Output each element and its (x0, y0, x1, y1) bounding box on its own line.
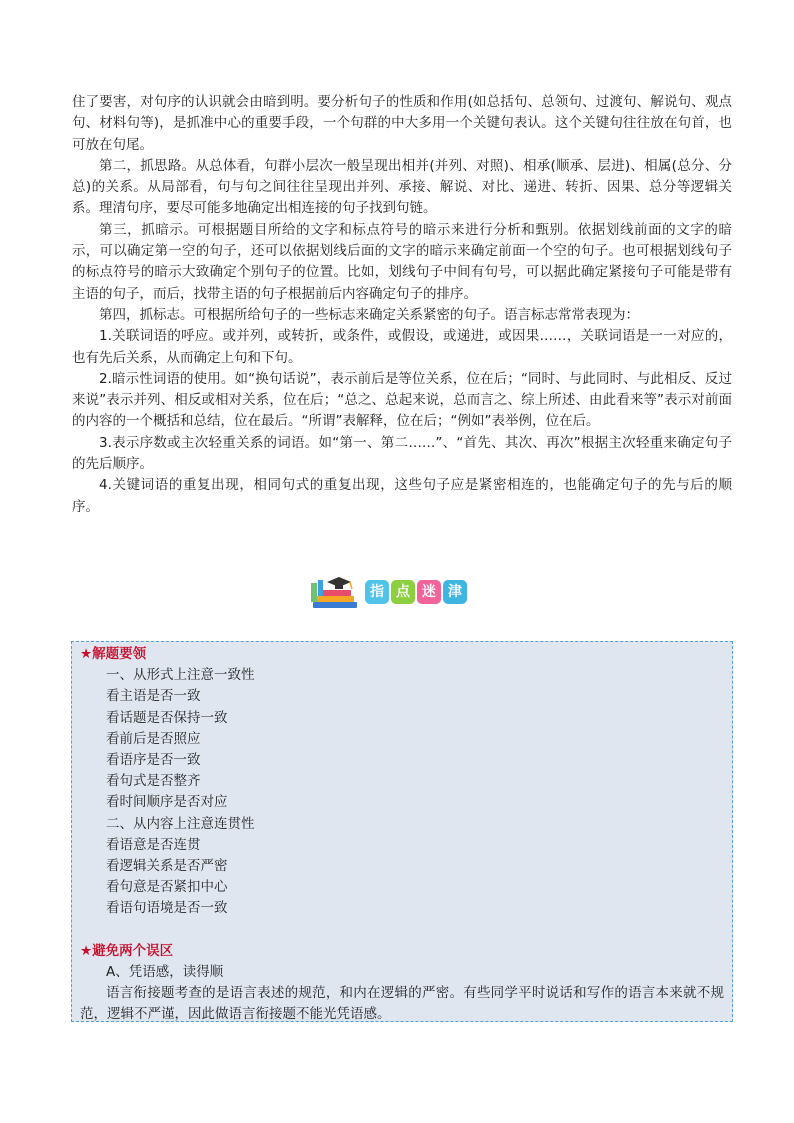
banner-title (365, 580, 469, 604)
list-item: 看句意是否紧扣中心 (106, 879, 228, 896)
list-item: 看话题是否保持一致 (106, 709, 228, 726)
list-item: 看时间顺序是否对应 (106, 794, 228, 811)
paragraph-markers: 第四，抓标志。可根据所给句子的一些标志来确定关系紧密的句子。语言标志常常表现为： (99, 306, 639, 323)
misconception-a-title: A、凭语感，读得顺 (106, 963, 224, 980)
paragraph-conjunctions: 1.关联词语的呼应。或并列，或转折，或条件，或假设，或递进，或因果……，关联词语是一一对应的，也有先后关系，从而确定上句和下句。 (72, 328, 732, 366)
misconceptions-heading: ★避免两个误区 (80, 942, 174, 959)
tips-box (71, 641, 733, 1022)
paragraph-thinking: 第二，抓思路。从总体看，句群小层次一般呈现出相并(并列、对照)、相承(顺承、层进)、相属(总分、分总)的关系。从局部看，句与句之间往往呈现出并列、承接、解说、对比、递进、转折、因果、总分等逻辑关系。理清句序，要尽可能多地确定出相连接的句子找到句链。 (72, 157, 732, 217)
banner-char-2: 点 (391, 580, 415, 604)
banner-char-3: 迷 (417, 580, 441, 604)
list-item: 看逻辑关系是否严密 (106, 858, 228, 875)
list-item: 看前后是否照应 (106, 730, 201, 747)
section-banner (307, 572, 487, 612)
books-icon (307, 574, 363, 610)
misconception-a-text: 语言衔接题考查的是语言表述的规范，和内在逻辑的严密。有些同学平时说话和写作的语言本来就不规范，逻辑不严谨，因此做语言衔接题不能光凭语感。 (80, 985, 724, 1023)
list-item: 看语序是否一致 (106, 752, 201, 769)
paragraph-repetition: 4.关键词语的重复出现，相同句式的重复出现，这些句子应是紧密相连的，也能确定句子的先与后的顺序。 (72, 477, 732, 515)
spacer (80, 920, 724, 941)
paragraph-hint-words: 2.暗示性词语的使用。如“换句话说”，表示前后是等位关系，位在后；“同时、与此同时、与此相反、反过来说”表示并列、相反或相对关系，位在后；“总之、总起来说，总而言之、综上所述、由此看来等”表示对前面的内容的一个概括和总结，位在最后。“所谓”表解释，位在后；“例如”表举例，位在后。 (72, 370, 732, 430)
section-form-title: 一、从形式上注意一致性 (106, 667, 255, 684)
list-item: 看语句语境是否一致 (106, 900, 228, 917)
solving-tips-heading: ★解题要领 (80, 646, 147, 662)
paragraph-order-words: 3.表示序数或主次轻重关系的词语。如“第一、第二……”、“首先、其次、再次”根据主次轻重来确定句子的先后顺序。 (72, 434, 732, 473)
list-item: 看主语是否一致 (106, 688, 201, 705)
paragraph-hints: 第三，抓暗示。可根据题目所给的文字和标点符号的暗示来进行分析和甄别。依据划线前面的文字的暗示，可以确定第一空的句子，还可以依据划线后面的文字的暗示来确定前面一个空的句子。也可根据划线句子的标点符号的暗示大致确定个别句子的位置。比如，划线句子中间有句号，可以据此确定紧接句子可能是带有主语的句子，而后，找带主语的句子根据前后内容确定句子的排序。 (72, 221, 732, 302)
list-item: 看语意是否连贯 (106, 836, 201, 853)
list-item: 看句式是否整齐 (106, 773, 201, 790)
section-content-title: 二、从内容上注意连贯性 (106, 815, 255, 832)
banner-char-1: 指 (365, 580, 389, 604)
paragraph-intro: 住了要害，对句序的认识就会由暗到明。要分析句子的性质和作用(如总括句、总领句、过渡句、解说句、观点句、材料句等)，是抓准中心的重要手段，一个句群的中大多用一个关键句表认。这个关键句往往放在句首，也可放在句尾。 (72, 94, 732, 153)
body-text (72, 92, 732, 518)
banner-char-4: 津 (443, 580, 467, 604)
